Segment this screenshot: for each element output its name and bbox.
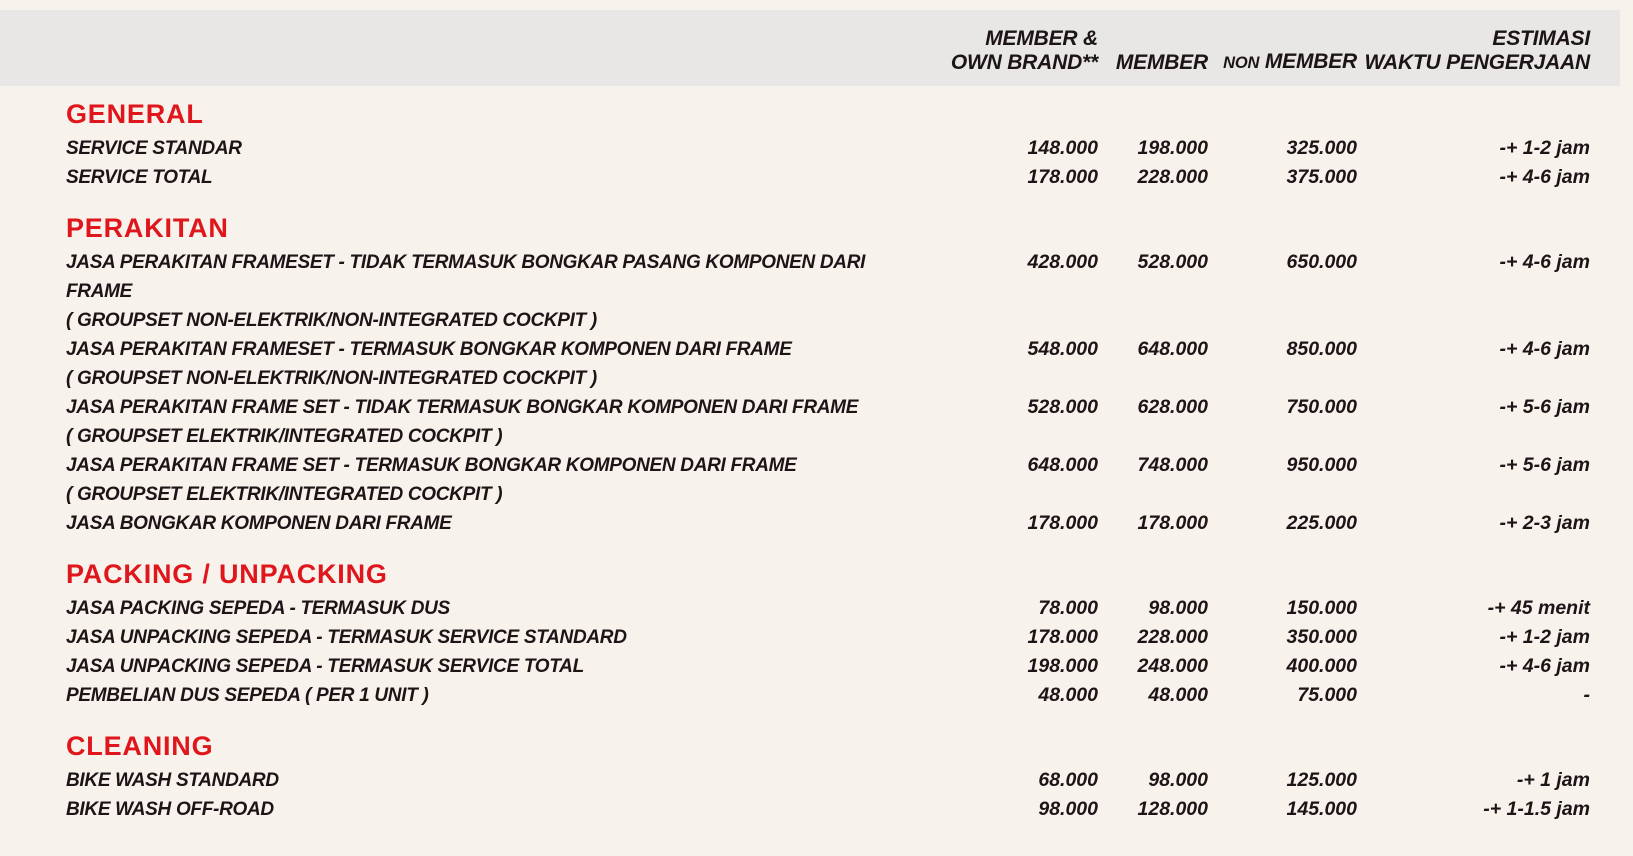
service-label: JASA UNPACKING SEPEDA - TERMASUK SERVICE STANDARD (66, 627, 627, 648)
column-header-member-own-brand (938, 27, 1098, 75)
section-title: PERAKITAN (66, 213, 229, 243)
price-member-own-brand: 178.000 (1027, 166, 1098, 188)
price-member-own-brand: 198.000 (1027, 655, 1098, 677)
service-price-list-page (0, 10, 1633, 856)
price-member: 528.000 (1137, 251, 1208, 273)
price-member: 228.000 (1137, 166, 1208, 188)
price-member: 648.000 (1137, 338, 1208, 360)
price-section (0, 558, 1633, 710)
price-non-member: 650.000 (1286, 251, 1357, 273)
table-row (0, 766, 1633, 795)
price-non-member: 125.000 (1286, 769, 1357, 791)
price-member: 228.000 (1137, 626, 1208, 648)
column-header-line: OWN BRAND** (950, 51, 1098, 74)
service-label: PEMBELIAN DUS SEPEDA ( PER 1 UNIT ) (66, 685, 429, 706)
price-member-own-brand: 528.000 (1027, 396, 1098, 418)
service-label-cell (66, 393, 938, 451)
table-row (0, 393, 1633, 451)
price-member: 748.000 (1137, 454, 1208, 476)
section-rows (0, 594, 1633, 710)
price-member: 628.000 (1137, 396, 1208, 418)
price-non-member: 145.000 (1286, 798, 1357, 820)
service-label: JASA PERAKITAN FRAMESET - TERMASUK BONGKAR KOMPONEN DARI FRAME (66, 339, 792, 360)
column-header-member-word: MEMBER (1264, 50, 1357, 73)
price-non-member: 750.000 (1286, 396, 1357, 418)
service-sublabel: ( GROUPSET ELEKTRIK/INTEGRATED COCKPIT ) (66, 484, 503, 505)
service-label: JASA UNPACKING SEPEDA - TERMASUK SERVICE TOTAL (66, 656, 584, 677)
estimasi-waktu: -+ 4-6 jam (1499, 166, 1590, 188)
price-non-member: 400.000 (1286, 655, 1357, 677)
price-member: 198.000 (1137, 137, 1208, 159)
service-label: JASA PERAKITAN FRAME SET - TERMASUK BONGKAR KOMPONEN DARI FRAME (66, 455, 797, 476)
column-header-member: MEMBER (1115, 51, 1208, 74)
table-row (0, 134, 1633, 163)
estimasi-waktu: -+ 5-6 jam (1499, 396, 1590, 418)
table-row (0, 623, 1633, 652)
service-label-cell (66, 163, 938, 192)
service-label: JASA PERAKITAN FRAME SET - TIDAK TERMASUK BONGKAR KOMPONEN DARI FRAME (66, 397, 859, 418)
price-non-member: 350.000 (1286, 626, 1357, 648)
price-member: 98.000 (1148, 597, 1208, 619)
estimasi-waktu: -+ 5-6 jam (1499, 454, 1590, 476)
service-label: JASA PERAKITAN FRAMESET - TIDAK TERMASUK BONGKAR PASANG KOMPONEN DARI FRAME (66, 252, 866, 302)
column-header-line: MEMBER & (985, 27, 1098, 50)
service-label-cell (66, 623, 938, 652)
service-label: SERVICE STANDAR (66, 138, 242, 159)
estimasi-waktu: -+ 2-3 jam (1499, 512, 1590, 534)
estimasi-waktu: -+ 4-6 jam (1499, 338, 1590, 360)
price-non-member: 225.000 (1286, 512, 1357, 534)
price-member-own-brand: 98.000 (1038, 798, 1098, 820)
section-title: PACKING / UNPACKING (66, 559, 388, 589)
price-member-own-brand: 428.000 (1027, 251, 1098, 273)
estimasi-waktu: -+ 1 jam (1516, 769, 1590, 791)
service-label-cell (66, 652, 938, 681)
table-row (0, 335, 1633, 393)
column-header-non-member (1208, 50, 1357, 75)
estimasi-waktu: - (1583, 684, 1590, 706)
column-header-non-prefix: NON (1223, 54, 1260, 72)
table-row (0, 594, 1633, 623)
section-rows (0, 766, 1633, 824)
price-member-own-brand: 178.000 (1027, 512, 1098, 534)
service-label: BIKE WASH OFF-ROAD (66, 799, 274, 820)
price-member: 248.000 (1137, 655, 1208, 677)
estimasi-waktu: -+ 1-2 jam (1499, 137, 1590, 159)
estimasi-waktu: -+ 4-6 jam (1499, 655, 1590, 677)
price-section (0, 730, 1633, 824)
section-rows (0, 134, 1633, 192)
price-non-member: 325.000 (1286, 137, 1357, 159)
column-header-line: ESTIMASI (1492, 27, 1590, 50)
service-label-cell (66, 795, 938, 824)
estimasi-waktu: -+ 4-6 jam (1499, 251, 1590, 273)
table-header (0, 10, 1620, 86)
price-non-member: 150.000 (1286, 597, 1357, 619)
column-header-estimasi (1357, 27, 1590, 75)
table-row (0, 509, 1633, 538)
estimasi-waktu: -+ 1-1.5 jam (1483, 798, 1590, 820)
estimasi-waktu: -+ 1-2 jam (1499, 626, 1590, 648)
price-member-own-brand: 178.000 (1027, 626, 1098, 648)
price-member-own-brand: 48.000 (1038, 684, 1098, 706)
service-label-cell (66, 594, 938, 623)
service-label: JASA BONGKAR KOMPONEN DARI FRAME (66, 513, 452, 534)
price-non-member: 75.000 (1297, 684, 1357, 706)
service-sublabel: ( GROUPSET NON-ELEKTRIK/NON-INTEGRATED COCKPIT ) (66, 368, 597, 389)
section-title: CLEANING (66, 731, 214, 761)
price-member-own-brand: 648.000 (1027, 454, 1098, 476)
price-non-member: 950.000 (1286, 454, 1357, 476)
service-sublabel: ( GROUPSET NON-ELEKTRIK/NON-INTEGRATED COCKPIT ) (66, 310, 597, 331)
table-row (0, 795, 1633, 824)
price-non-member: 375.000 (1286, 166, 1357, 188)
section-title: GENERAL (66, 99, 204, 129)
price-member: 48.000 (1148, 684, 1208, 706)
price-member-own-brand: 68.000 (1038, 769, 1098, 791)
service-label-cell (66, 766, 938, 795)
price-member: 128.000 (1137, 798, 1208, 820)
column-header-line: WAKTU PENGERJAAN (1364, 51, 1590, 74)
service-label-cell (66, 509, 938, 538)
price-member: 178.000 (1137, 512, 1208, 534)
table-row (0, 451, 1633, 509)
price-member: 98.000 (1148, 769, 1208, 791)
price-section (0, 212, 1633, 538)
price-member-own-brand: 548.000 (1027, 338, 1098, 360)
price-member-own-brand: 78.000 (1038, 597, 1098, 619)
service-label-cell (66, 681, 938, 710)
service-label: JASA PACKING SEPEDA - TERMASUK DUS (66, 598, 450, 619)
estimasi-waktu: -+ 45 menit (1487, 597, 1590, 619)
table-row (0, 681, 1633, 710)
table-row (0, 163, 1633, 192)
table-row (0, 652, 1633, 681)
service-label-cell (66, 134, 938, 163)
service-label-cell (66, 335, 938, 393)
service-label: BIKE WASH STANDARD (66, 770, 279, 791)
section-rows (0, 248, 1633, 538)
price-table-body (0, 98, 1633, 824)
service-label: SERVICE TOTAL (66, 167, 213, 188)
table-row (0, 248, 1633, 335)
price-section (0, 98, 1633, 192)
price-non-member: 850.000 (1286, 338, 1357, 360)
price-member-own-brand: 148.000 (1027, 137, 1098, 159)
service-label-cell (66, 451, 938, 509)
service-label-cell (66, 248, 938, 335)
service-sublabel: ( GROUPSET ELEKTRIK/INTEGRATED COCKPIT ) (66, 426, 503, 447)
